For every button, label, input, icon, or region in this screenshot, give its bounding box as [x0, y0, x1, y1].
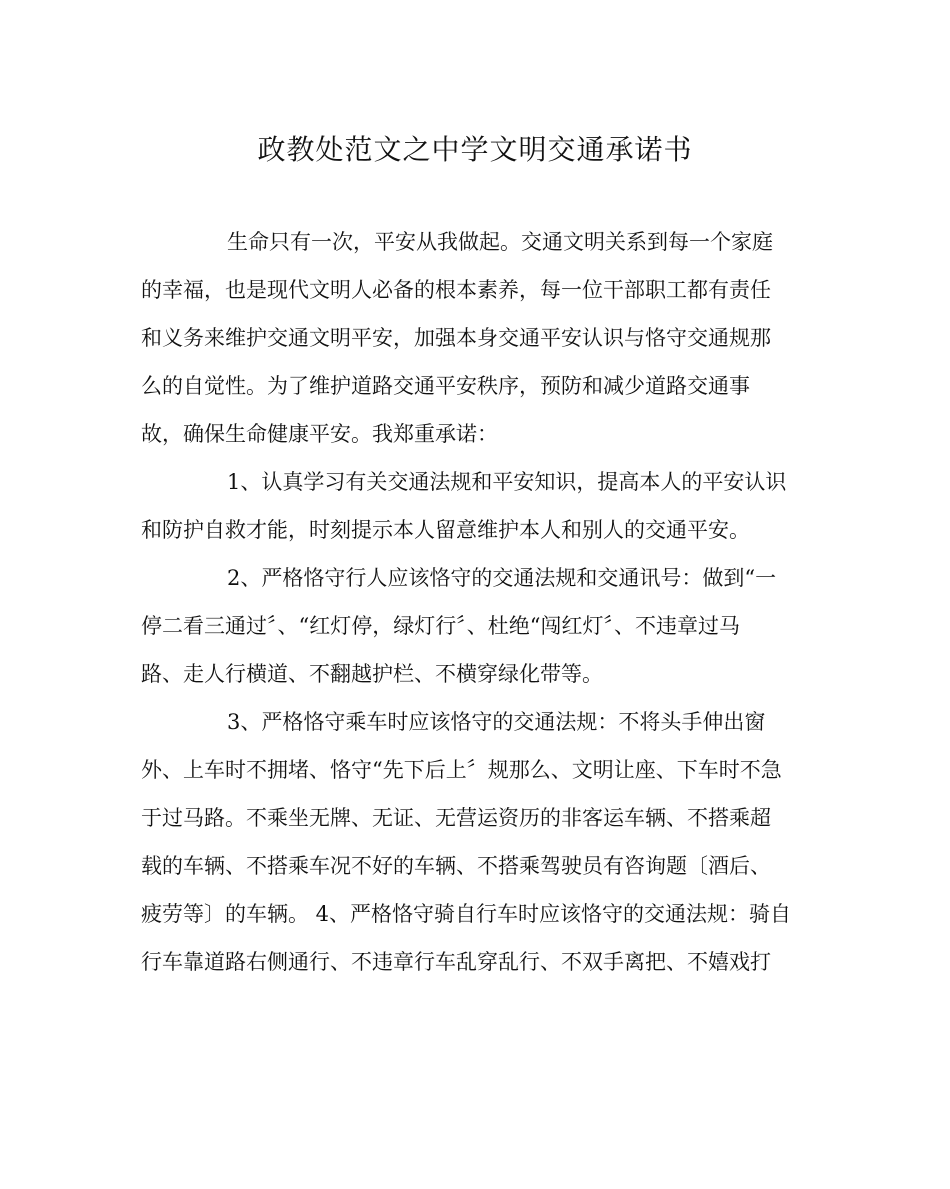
page-title: 政教处范文之中学文明交通承诺书 — [257, 133, 693, 166]
paragraph-line: 于过马路。不乘坐无牌、无证、无营运资历的非客运车辆、不搭乘超 — [141, 806, 771, 830]
paragraph-line: 载的车辆、不搭乘车况不好的车辆、不搭乘驾驶员有咨询题〔酒后、 — [141, 854, 771, 878]
paragraph-line: 么的自觉性。为了维护道路交通平安秩序，预防和减少道路交通事 — [141, 374, 750, 398]
paragraph-line: 行车靠道路右侧通行、不违章行车乱穿乱行、不双手离把、不嬉戏打 — [141, 950, 771, 974]
paragraph-line: 生命只有一次，平安从我做起。交通文明关系到每一个家庭 — [227, 230, 773, 254]
paragraph-line: 和义务来维护交通文明平安，加强本身交通平安认识与恪守交通规那 — [141, 326, 771, 350]
paragraph-line: 故，确保生命健康平安。我郑重承诺： — [141, 422, 498, 446]
document-body — [141, 218, 811, 986]
paragraph-line: 外、上车时不拥堵、恪守“先下后上〞规那么、文明让座、下车时不急 — [141, 758, 782, 782]
paragraph-line: 1、认真学习有关交通法规和平安知识，提高本人的平安认识 — [227, 470, 787, 494]
paragraph-line: 停二看三通过〞、“红灯停，绿灯行〞、杜绝“闯红灯〞、不违章过马 — [141, 614, 740, 638]
paragraph-line: 的幸福，也是现代文明人必备的根本素养，每一位干部职工都有责任 — [141, 278, 771, 302]
paragraph-line: 3、严格恪守乘车时应该恪守的交通法规：不将头手伸出窗 — [227, 710, 766, 734]
paragraph-line: 和防护自救才能，时刻提示本人留意维护本人和别人的交通平安。 — [141, 518, 750, 542]
paragraph-line: 2、严格恪守行人应该恪守的交通法规和交通讯号：做到“一 — [227, 566, 777, 590]
paragraph-line: 路、走人行横道、不翻越护栏、不横穿绿化带等。 — [141, 662, 603, 686]
paragraph-line: 疲劳等〕的车辆。 4、严格恪守骑自行车时应该恪守的交通法规：骑自 — [141, 902, 792, 926]
